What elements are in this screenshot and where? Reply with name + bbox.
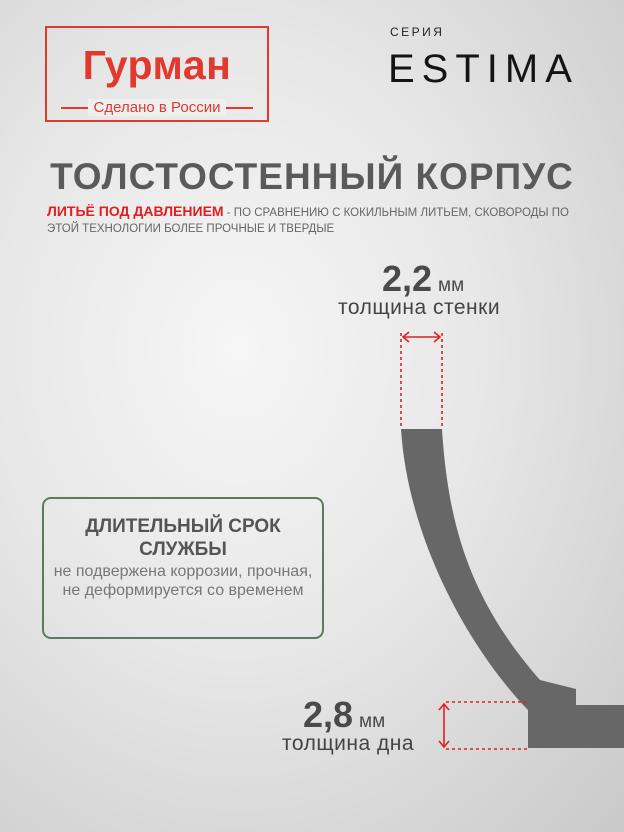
wall-thickness-unit: мм [438, 275, 465, 296]
info-box [42, 497, 324, 639]
page-title: ТОЛСТОСТЕННЫЙ КОРПУС [50, 156, 574, 197]
description-text: - ПО СРАВНЕНИЮ С КОКИЛЬНЫМ ЛИТЬЕМ, СКОВОРОДЫ ПО ЭТОЙ ТЕХНОЛОГИИ БОЛЕЕ ПРОЧНЫЕ И ТВЕРДЫЕ [47, 207, 570, 235]
description-highlight: ЛИТЬЁ ПОД ДАВЛЕНИЕМ [47, 203, 224, 219]
series-label: СЕРИЯ [390, 25, 445, 39]
brand-name: Гурман [82, 42, 232, 88]
bottom-thickness-caption: толщина дна [282, 732, 415, 755]
series-name: ESTIMA [388, 47, 579, 91]
bottom-thickness-unit: мм [359, 711, 386, 732]
wall-thickness-label [382, 258, 464, 300]
info-box-title: ДЛИТЕЛЬНЫЙ СРОК СЛУЖБЫ [85, 516, 281, 560]
bottom-thickness-arrow [439, 704, 449, 747]
wall-thickness-value: 2,2 [382, 258, 433, 299]
wall-thickness-caption: толщина стенки [338, 296, 501, 319]
bottom-thickness-marker [446, 702, 528, 749]
brand-tagline: Сделано в России [88, 99, 227, 116]
wall-thickness-marker [401, 333, 442, 429]
bottom-thickness-value: 2,8 [303, 694, 354, 735]
wall-thickness-arrow [403, 332, 440, 342]
pan-wall-shape [401, 429, 624, 748]
info-box-text: не подвержена коррозии, прочная, не деформируется со временем [53, 563, 313, 599]
bottom-thickness-label [303, 694, 385, 736]
